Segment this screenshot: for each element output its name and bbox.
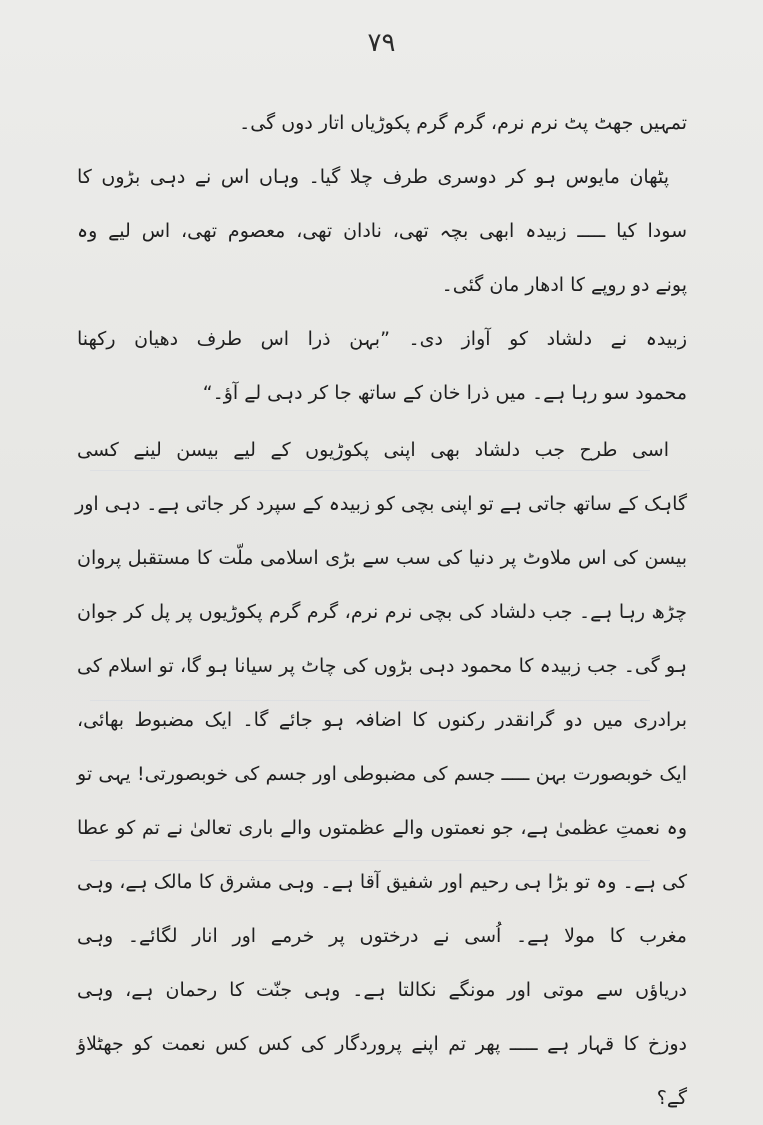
- text-line: پونے دو روپے کا ادھار مان گئی۔: [441, 274, 687, 296]
- text-line: چڑھ رہا ہے۔ جب دلشاد کی بچی نرم نرم، گرم گرم پکوڑیوں پر پل کر جوان: [77, 601, 687, 623]
- text-line: تمہیں جھٹ پٹ نرم نرم، گرم گرم پکوڑیاں اتار دوں گی۔: [239, 112, 687, 134]
- paragraph-group-2: [77, 423, 687, 1125]
- paragraph-group-1: [77, 96, 687, 420]
- text-line: محمود سو رہا ہے۔ میں ذرا خان کے ساتھ جا کر دہی لے آؤ۔“: [202, 382, 687, 404]
- text-line: اسی طرح جب دلشاد بھی اپنی پکوڑیوں کے لیے بیسن لینے کسی: [77, 439, 669, 461]
- text-line: ہو گی۔ جب زبیدہ کا محمود دہی بڑوں کی چاٹ پر سیانا ہو گا، تو اسلام کی: [77, 655, 687, 677]
- text-line: سودا کیا ـــــ زبیدہ ابھی بچہ تھی، نادان تھی، معصوم تھی، اس لیے وہ: [77, 220, 687, 242]
- text-line: پٹھان مایوس ہو کر دوسری طرف چلا گیا۔ وہاں اس نے دہی بڑوں کا: [77, 166, 669, 188]
- text-line: بیسن کی اس ملاوٹ پر دنیا کی سب سے بڑی اسلامی ملّت کا مستقبل پروان: [77, 547, 687, 569]
- page-number: ۷۹: [367, 28, 396, 58]
- text-line: دریاؤں سے موتی اور مونگے نکالتا ہے۔ وہی جنّت کا رحمان ہے، وہی: [77, 979, 687, 1001]
- text-line: برادری میں دو گرانقدر رکنوں کا اضافہ ہو جائے گا۔ ایک مضبوط بھائی،: [77, 709, 687, 731]
- text-line: مغرب کا مولا ہے۔ اُسی نے درختوں پر خرمے اور انار لگائے۔ وہی: [77, 925, 687, 947]
- text-line: گاہک کے ساتھ جاتی ہے تو اپنی بچی کو زبیدہ کے سپرد کر جاتی ہے۔ دہی اور: [75, 493, 687, 515]
- text-line: ایک خوبصورت بہن ـــــ جسم کی مضبوطی اور جسم کی خوبصورتی! یہی تو: [77, 763, 687, 785]
- text-line: زبیدہ نے دلشاد کو آواز دی۔ ”بہن ذرا اس طرف دھیان رکھنا: [77, 328, 687, 350]
- text-line: دوزخ کا قہار ہے ـــــ پھر تم اپنے پروردگار کی کس کس نعمت کو جھٹلاؤ: [77, 1033, 687, 1055]
- text-line: وہ نعمتِ عظمیٰ ہے، جو نعمتوں والے عظمتوں والے باری تعالیٰ نے تم کو عطا: [77, 817, 687, 839]
- text-line: کی ہے۔ وہ تو بڑا ہی رحیم اور شفیق آقا ہے۔ وہی مشرق کا مالک ہے، وہی: [77, 871, 687, 893]
- text-line: گے؟: [656, 1087, 687, 1109]
